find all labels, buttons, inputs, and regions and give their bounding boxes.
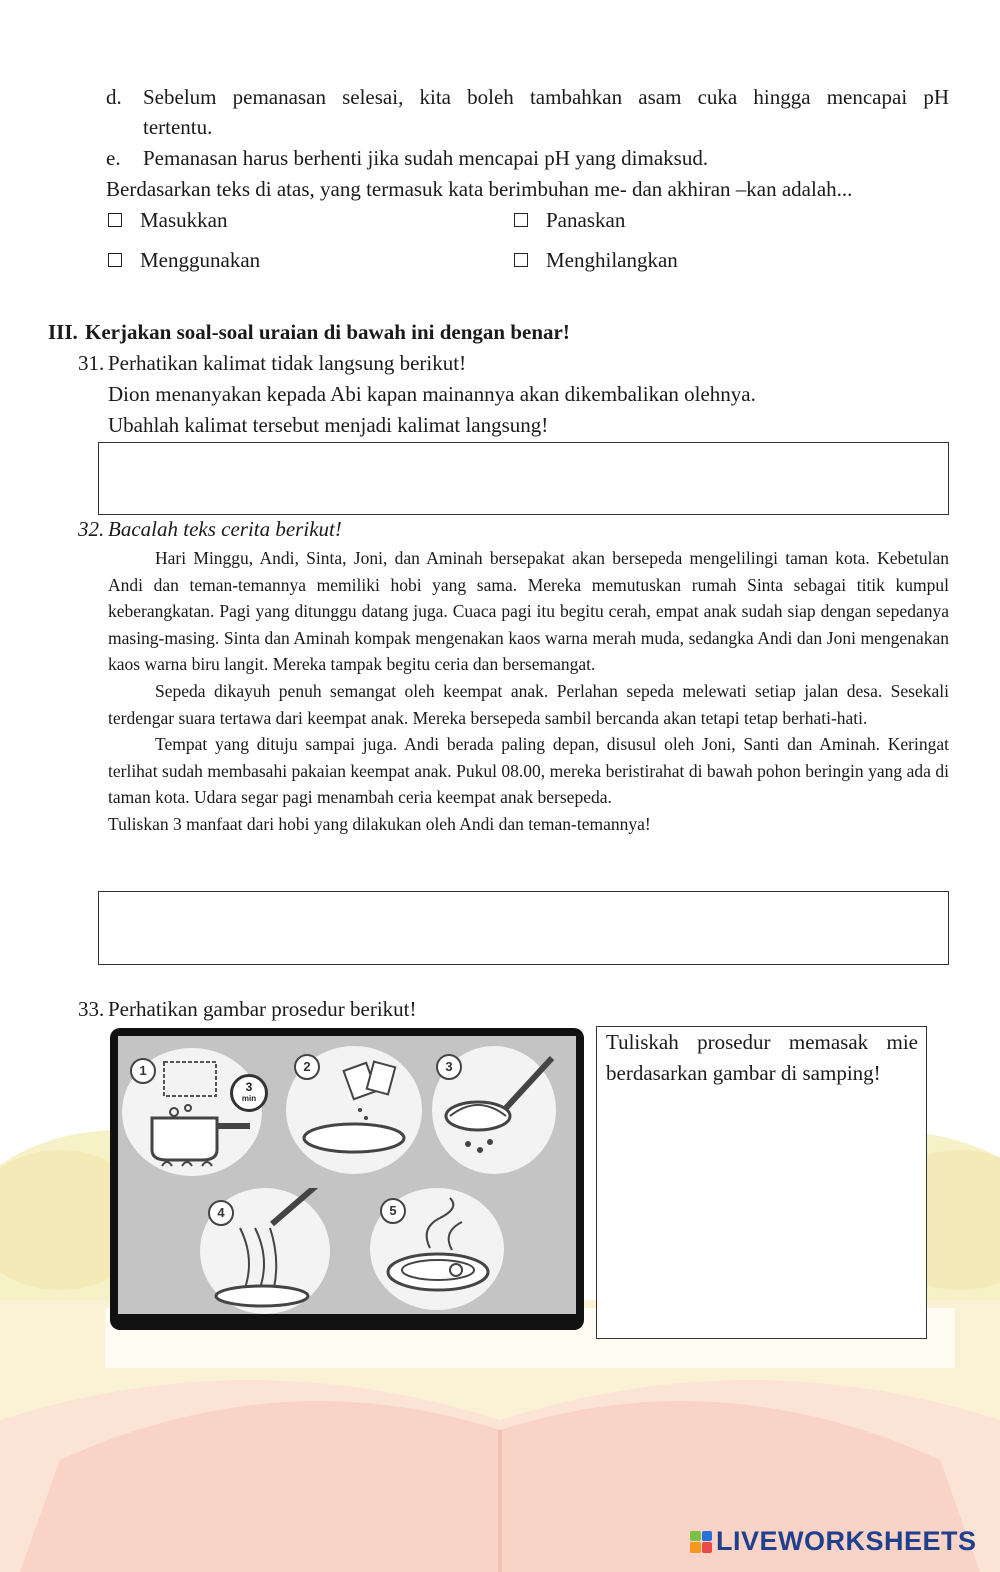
question-32-instruction: Tuliskan 3 manfaat dari hobi yang dilakukan oleh Andi dan teman-temannya!: [108, 813, 651, 834]
procedure-image-panel: [118, 1036, 576, 1314]
question-33-instruction: Tuliskah prosedur memasak mie berdasarkan gambar di samping!: [606, 1030, 918, 1085]
option-label: Menghilangkan: [546, 248, 678, 272]
story-paragraph-2: Sepeda dikayuh penuh semangat oleh keempat anak. Perlahan sepeda melewati setiap jalan desa. Sesekali terdengar suara tertawa dari keempat anak. Mereka bersepeda sambil bercanda akan tetapi tetap berhati-hati.: [108, 680, 949, 728]
timer-icon: [230, 1074, 268, 1112]
step-number: 1: [130, 1058, 156, 1084]
section-number: III.: [48, 320, 78, 344]
logo-text: LIVEWORKSHEETS: [716, 1526, 977, 1556]
section-title: Kerjakan soal-soal uraian di bawah ini dengan benar!: [85, 320, 570, 344]
option-label: Masukkan: [140, 208, 228, 232]
question-33-title: Perhatikan gambar prosedur berikut!: [108, 997, 417, 1021]
checkbox-icon[interactable]: [514, 253, 528, 267]
item-d-line2: tertentu.: [143, 115, 213, 139]
question-31-number: 31.: [78, 351, 105, 375]
checkbox-icon[interactable]: [514, 213, 528, 227]
item-d-line1: Sebelum pemanasan selesai, kita boleh tambahkan asam cuka hingga mencapai pH: [143, 85, 949, 109]
noodle-procedure-image: [110, 1028, 584, 1330]
question-31-title: Perhatikan kalimat tidak langsung berikut!: [108, 351, 467, 375]
option-menghilangkan[interactable]: [512, 245, 678, 275]
timer-value: 3: [245, 1080, 253, 1094]
checkbox-icon[interactable]: [108, 253, 122, 267]
story-paragraph-1: Hari Minggu, Andi, Sinta, Joni, dan Aminah bersepakat akan bersepeda mengelilingi taman kota. Kebetulan Andi dan teman-temannya memiliki hobi yang sama. Mereka memutuskan rumah Sinta sebagai titik kumpul keberangkatan. Pagi yang ditunggu datang juga. Cuaca pagi itu begitu cerah, empat anak sudah siap dengan sepedanya masing-masing. Sinta dan Aminah kompak mengenakan kaos warna merah muda, sedangka Andi dan Joni mengenakan kaos warna biru langit. Mereka tampak begitu ceria dan bersemangat.: [108, 548, 949, 675]
option-menggunakan[interactable]: [106, 245, 260, 275]
question-33-number: 33.: [78, 997, 105, 1021]
question-31-instruction: Ubahlah kalimat tersebut menjadi kalimat langsung!: [108, 413, 549, 437]
timer-unit: min: [241, 1094, 257, 1103]
option-panaskan[interactable]: [512, 205, 625, 235]
story-text: [108, 545, 949, 838]
step-number: 5: [380, 1198, 406, 1224]
logo-grid-icon: [690, 1531, 712, 1553]
answer-box-31[interactable]: [98, 442, 949, 515]
liveworksheets-logo[interactable]: [690, 1526, 977, 1557]
option-masukkan[interactable]: [106, 205, 228, 235]
option-label: Panaskan: [546, 208, 626, 232]
story-paragraph-3: Tempat yang dituju sampai juga. Andi berada paling depan, disusul oleh Joni, Santi dan Aminah. Keringat terlihat sudah membasahi pakaian keempat anak. Pukul 08.00, mereka beristirahat di bawah pohon beringin yang ada di taman kota. Udara segar pagi menambah ceria keempat anak bersepeda.: [108, 734, 949, 808]
item-e-letter: e.: [106, 146, 121, 170]
step-number: 3: [436, 1054, 462, 1080]
question-32-title: Bacalah teks cerita berikut!: [108, 517, 342, 541]
item-d-letter: d.: [106, 85, 122, 109]
step-number: 2: [294, 1054, 320, 1080]
checkbox-icon[interactable]: [108, 213, 122, 227]
answer-box-32[interactable]: [98, 891, 949, 965]
question-30-prompt: Berdasarkan teks di atas, yang termasuk kata berimbuhan me- dan akhiran –kan adalah...: [106, 177, 853, 201]
question-31-sentence: Dion menanyakan kepada Abi kapan mainannya akan dikembalikan olehnya.: [108, 382, 756, 406]
step-number: 4: [208, 1200, 234, 1226]
option-label: Menggunakan: [140, 248, 261, 272]
item-e-text: Pemanasan harus berhenti jika sudah mencapai pH yang dimaksud.: [143, 146, 709, 170]
answer-box-33[interactable]: [596, 1026, 927, 1339]
question-32-number: 32.: [78, 517, 105, 541]
